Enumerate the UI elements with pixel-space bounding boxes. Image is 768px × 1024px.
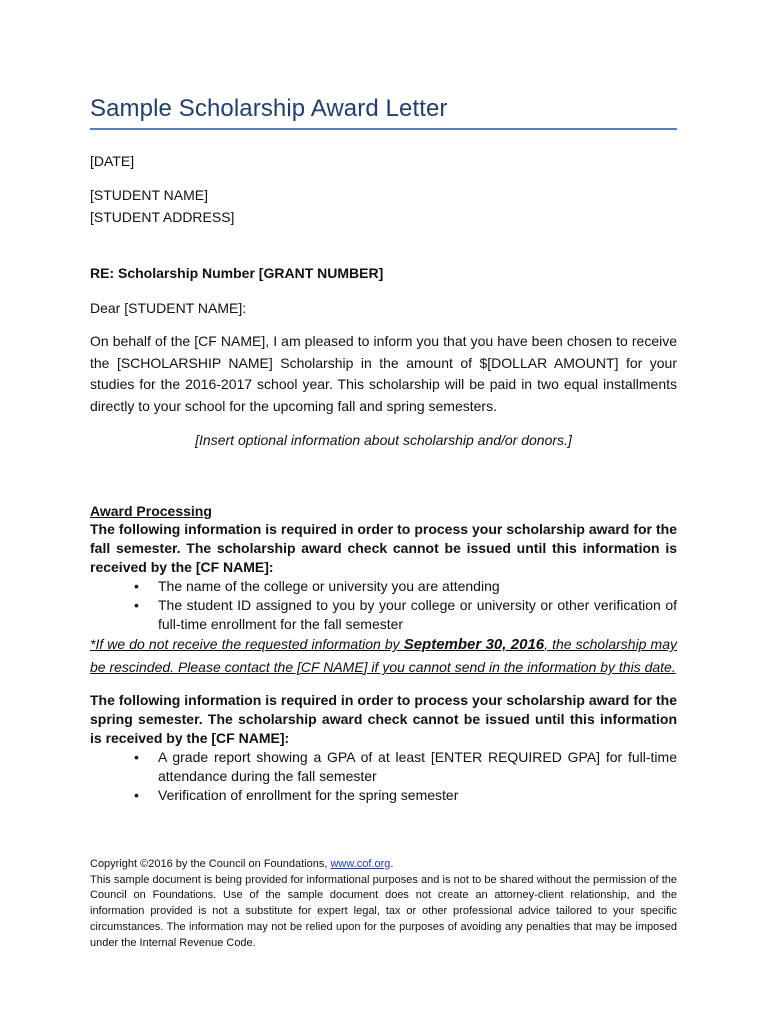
cof-website-link[interactable]: www.cof.org bbox=[330, 858, 391, 870]
list-item-text: The student ID assigned to you by your college or university or other verification of full-time enrollment for the fall semester bbox=[158, 597, 677, 632]
list-item bbox=[90, 577, 677, 596]
bullet-icon: • bbox=[134, 578, 139, 594]
copyright-text: Copyright ©2016 by the Council on Foundations, bbox=[90, 858, 331, 870]
list-item-text: A grade report showing a GPA of at least [ENTER REQUIRED GPA] for full-time attendance during the fall semester bbox=[158, 749, 677, 784]
award-processing-heading: Award Processing bbox=[90, 503, 212, 519]
copyright-line bbox=[90, 857, 677, 873]
deadline-notice bbox=[90, 633, 677, 678]
date-placeholder: [DATE] bbox=[90, 153, 135, 169]
notice-text-pre: *If we do not receive the requested information by bbox=[90, 636, 404, 652]
list-item bbox=[90, 786, 677, 805]
fall-requirements-list bbox=[90, 577, 677, 634]
notice-text-post: , the scholarship may be rescinded. Please contact the [CF NAME] if you cannot send in the information by this date. bbox=[90, 636, 677, 675]
bullet-icon: • bbox=[134, 597, 139, 613]
list-item-text: The name of the college or university you are attending bbox=[158, 578, 500, 594]
optional-info: [Insert optional information about scholarship and/or donors.] bbox=[195, 432, 572, 448]
list-item bbox=[90, 748, 677, 786]
student-address: [STUDENT ADDRESS] bbox=[90, 209, 235, 225]
bullet-icon: • bbox=[134, 749, 139, 765]
document-title: Sample Scholarship Award Letter bbox=[90, 95, 448, 122]
body-paragraph: On behalf of the [CF NAME], I am pleased to inform you that you have been chosen to receive the [SCHOLARSHIP NAME] Scholarship in the amount of $[DOLLAR AMOUNT] for your studies for the 2016-2017 school year. This scholarship will be paid in two equal installments directly to your school for the upcoming fall and spring semesters. bbox=[90, 333, 677, 414]
re-line: RE: Scholarship Number [GRANT NUMBER] bbox=[90, 265, 384, 281]
notice-deadline-date: September 30, 2016 bbox=[403, 636, 545, 653]
list-item bbox=[90, 596, 677, 634]
salutation: Dear [STUDENT NAME]: bbox=[90, 300, 247, 316]
title-underline bbox=[90, 128, 677, 130]
list-item-text: Verification of enrollment for the spring semester bbox=[158, 787, 459, 803]
spring-intro: The following information is required in order to process your scholarship award for the spring semester. The scholarship award check cannot be issued until this information is received by the [CF NAME]: bbox=[90, 692, 677, 746]
footer bbox=[90, 857, 677, 951]
spring-requirements-list bbox=[90, 748, 677, 805]
copyright-end: . bbox=[390, 858, 394, 870]
student-name: [STUDENT NAME] bbox=[90, 187, 208, 203]
fall-intro: The following information is required in order to process your scholarship award for the fall semester. The scholarship award check cannot be issued until this information is received by the [CF NAME]: bbox=[90, 521, 677, 575]
bullet-icon: • bbox=[134, 787, 139, 803]
disclaimer-text: This sample document is being provided for informational purposes and is not to be shared without the permission of the Council on Foundations. Use of the sample document does not create an attorney-client relationship, and the information provided is not a substitute for expert legal, tax or other professional advice tailored to your specific circumstances. The information may not be relied upon for the purposes of avoiding any penalties that may be imposed under the Internal Revenue Code. bbox=[90, 873, 677, 949]
